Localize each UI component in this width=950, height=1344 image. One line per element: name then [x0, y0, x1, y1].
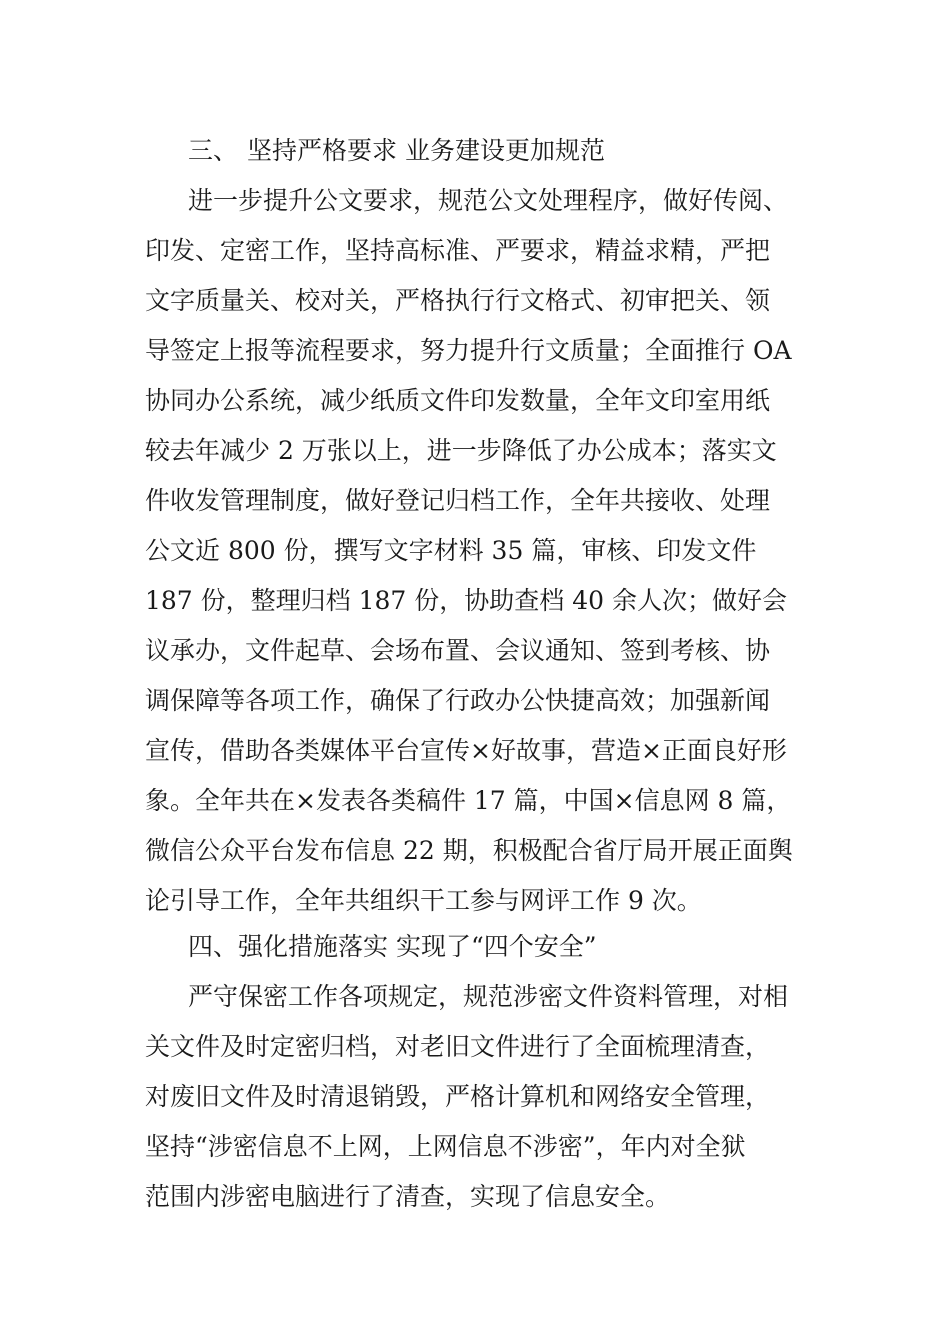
paragraph-line: 公文近 800 份，撰写文字材料 35 篇，审核、印发文件 — [145, 536, 757, 565]
section-3-heading — [0, 126, 950, 176]
paragraph-line: 关文件及时定密归档，对老旧文件进行了全面梳理清查， — [145, 1032, 771, 1061]
paragraph-line: 文字质量关、校对关，严格执行行文格式、初审把关、领 — [145, 286, 771, 315]
paragraph-line: 议承办，文件起草、会场布置、会议通知、签到考核、协 — [145, 636, 771, 665]
paragraph-line: 坚持“涉密信息不上网，上网信息不涉密”，年内对全狱 — [145, 1132, 746, 1161]
paragraph-line: 协同办公系统，减少纸质文件印发数量，全年文印室用纸 — [145, 386, 771, 415]
paragraph-line: 187 份，整理归档 187 份，协助查档 40 余人次；做好会 — [145, 586, 787, 615]
section-4-heading — [0, 922, 950, 972]
paragraph-line: 微信公众平台发布信息 22 期，积极配合省厅局开展正面舆 — [145, 836, 793, 865]
paragraph-line: 调保障等各项工作，确保了行政办公快捷高效；加强新闻 — [145, 686, 771, 715]
paragraph-line: 范围内涉密电脑进行了清查，实现了信息安全。 — [145, 1182, 671, 1211]
paragraph-line: 印发、定密工作，坚持高标准、严要求，精益求精，严把 — [145, 236, 771, 265]
section-3-number: 三、 — [188, 136, 239, 165]
paragraph-line: 严守保密工作各项规定，规范涉密文件资料管理，对相 — [188, 982, 789, 1011]
paragraph-line: 宣传，借助各类媒体平台宣传×好故事，营造×正面良好形 — [145, 736, 787, 765]
paragraph-line: 对废旧文件及时清退销毁，严格计算机和网络安全管理， — [145, 1082, 771, 1111]
paragraph-line: 导签定上报等流程要求，努力提升行文质量；全面推行 OA — [145, 336, 792, 365]
paragraph-line: 件收发管理制度，做好登记归档工作，全年共接收、处理 — [145, 486, 771, 515]
paragraph-line: 较去年减少 2 万张以上，进一步降低了办公成本；落实文 — [145, 436, 777, 465]
paragraph-line: 象。全年共在×发表各类稿件 17 篇，中国×信息网 8 篇， — [145, 786, 792, 815]
section-3-title: 坚持严格要求 业务建设更加规范 — [247, 136, 605, 165]
section-4-title: 四、强化措施落实 实现了“四个安全” — [188, 932, 597, 961]
paragraph-line: 进一步提升公文要求，规范公文处理程序，做好传阅、 — [188, 186, 789, 215]
paragraph-line: 论引导工作，全年共组织干工参与网评工作 9 次。 — [145, 886, 702, 915]
